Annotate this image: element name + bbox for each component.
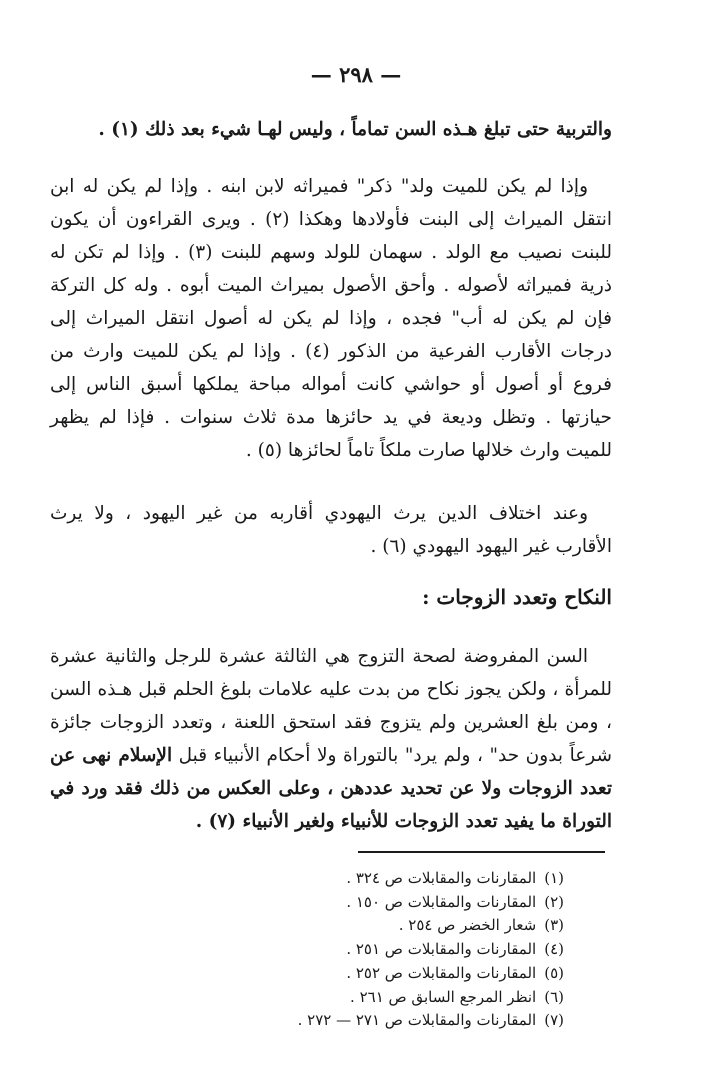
paragraph-marriage-text: السن المفروضة لصحة التزوج هي الثالثة عشرة للرجل والثانية عشرة للمرأة ، ولكن يجوز نكاح من بدت عليه علامات بلوغ الحلم قبل هـذه السن ، ومن بلغ العشرين ولم يتزوج فقد استحق اللعنة ، وتعدد الزوجات جائزة شرعاً بدون حد" ، ولم يرد" بالتوراة ولا أحكام الأنبياء قبل (50, 646, 612, 766)
paragraph-intro: والتربية حتى تبلغ هـذه السن تماماً ، وليس لهـا شيء بعد ذلك (١) . (98, 119, 612, 140)
footnotes-list (180, 867, 564, 1033)
footnote-number: (٢) (544, 892, 564, 911)
footnote-divider (358, 851, 605, 853)
footnote-item (180, 867, 564, 891)
footnote-item (180, 962, 564, 986)
paragraph-religion: وعند اختلاف الدين يرث اليهودي أقاربه من غير اليهود ، ولا يرث الأقارب غير اليهود اليهودي (٦) . (50, 503, 612, 557)
footnote-item (180, 891, 564, 915)
footnote-text: المقارنات والمقابلات ص ٢٥٢ . (346, 963, 537, 982)
footnote-number: (٧) (544, 1011, 564, 1030)
footnote-text: المقارنات والمقابلات ص ٢٧١ — ٢٧٢ . (297, 1011, 537, 1030)
footnote-item (180, 914, 564, 938)
page-number: — ٢٩٨ — (310, 62, 402, 87)
footnote-number: (٥) (544, 963, 564, 982)
footnote-number: (٣) (544, 916, 564, 935)
paragraph-marriage-bold: الإسلام نهى عن تعدد الزوجات ولا عن تحديد عددهن ، وعلى العكس من ذلك فقد ورد في التوراة ما يفيد تعدد الزوجات للأنبياء ولغير الأنبياء (٧) . (50, 745, 612, 832)
footnote-item (180, 986, 564, 1010)
footnote-text: شعار الخضر ص ٢٥٤ . (398, 916, 537, 935)
footnote-item (180, 1009, 564, 1033)
footnote-number: (٤) (544, 940, 564, 959)
footnote-item (180, 938, 564, 962)
section-heading: النكاح وتعدد الزوجات : (422, 585, 612, 609)
footnote-number: (٦) (544, 987, 564, 1006)
footnote-number: (١) (544, 869, 564, 887)
footnote-text: المقارنات والمقابلات ص ٢٥١ . (346, 940, 537, 959)
paragraph-inheritance: وإذا لم يكن للميت ولد" ذكر" فميراثه لابن ابنه . وإذا لم يكن له ابن انتقل الميراث إلى البنت فأولادها وهكذا (٢) . ويرى القراءون أن يكون للبنت نصيب مع الولد . سهمان للولد وسهم للبنت (٣) . وإذا لم تكن له ذرية فميراثه لأصوله . وأحق الأصول بميراث الميت أبوه . وله كل التركة فإن لم يكن له أب" فجده ، وإذا لم يكن له أصول انتقل الميراث إلى درجات الأقارب الفرعية من الذكور (٤) . وإذا لم يكن للميت وارث من فروع أو أصول أو حواشي كانت أمواله مباحة يملكها أسبق الناس إلى حيازتها . وتظل وديعة في يد حائزها مدة ثلاث سنوات . فإذا لم يظهر للميت وارث خلالها صارت ملكاً تاماً لحائزها (٥) . (50, 176, 612, 461)
footnote-text: انظر المرجع السابق ص ٢٦١ . (350, 987, 537, 1006)
footnote-text: المقارنات والمقابلات ص ١٥٠ . (346, 892, 537, 911)
footnote-text: المقارنات والمقابلات ص ٣٢٤ . (346, 869, 537, 887)
paragraph-marriage (50, 640, 612, 838)
